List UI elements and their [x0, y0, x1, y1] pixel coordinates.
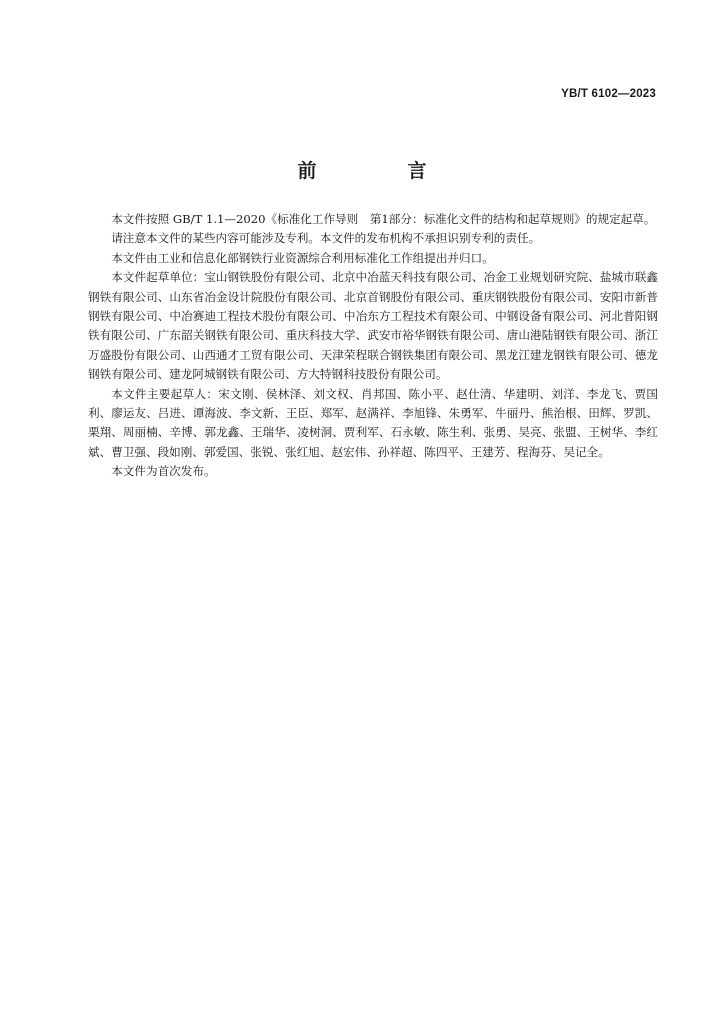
page-title: 前 言 [297, 160, 463, 182]
paragraph-patent-notice: 请注意本文件的某些内容可能涉及专利。本文件的发布机构不承担识别专利的责任。 [111, 231, 541, 246]
paragraph-drafting-rules: 本文件按照 GB/T 1.1—2020《标准化工作导则 第1部分：标准化文件的结构和起草规则》的规定起草。 [111, 212, 656, 226]
standard-code: YB/T 6102—2023 [561, 88, 656, 100]
paragraph-drafting-units: 本文件起草单位：宝山钢铁股份有限公司、北京中冶蓝天科技有限公司、冶金工业规划研究院、盐城市联鑫钢铁有限公司、山东省冶金设计院股份有限公司、北京首钢股份有限公司、重庆钢铁股份有限公司、安阳市新普钢铁有限公司、中冶赛迪工程技术股份有限公司、中冶东方工程技术有限公司、中钢设备有限公司、河北普阳钢铁有限公司、广东韶关钢铁有限公司、重庆科技大学、武安市裕华钢铁有限公司、唐山港陆钢铁有限公司、浙江万盛股份有限公司、山西通才工贸有限公司、天津荣程联合钢铁集团有限公司、黑龙江建龙钢铁有限公司、德龙钢铁有限公司、建龙阿城钢铁有限公司、方大特钢科技股份有限公司。 [88, 270, 658, 382]
foreword-body [88, 210, 658, 482]
paragraph-proposer: 本文件由工业和信息化部钢铁行业资源综合利用标准化工作组提出并归口。 [111, 250, 494, 265]
paragraph-first-release: 本文件为首次发布。 [111, 464, 216, 479]
paragraph-drafters: 本文件主要起草人：宋文刚、侯林泽、刘文权、肖邦国、陈小平、赵仕清、华建明、刘洋、李龙飞、贾国利、廖运友、吕进、谭海波、李文新、王臣、郑军、赵满祥、李旭锋、朱勇军、牛丽丹、熊治根、田辉、罗凯、栗翔、周丽楠、辛博、郭龙鑫、王瑞华、凌树洞、贾利军、石永敏、陈生利、张勇、吴亮、张盟、王树华、李红斌、曹卫强、段如刚、郭爱国、张锐、张红旭、赵宏伟、孙祥超、陈四平、王建芳、程海芬、吴记全。 [88, 386, 658, 459]
